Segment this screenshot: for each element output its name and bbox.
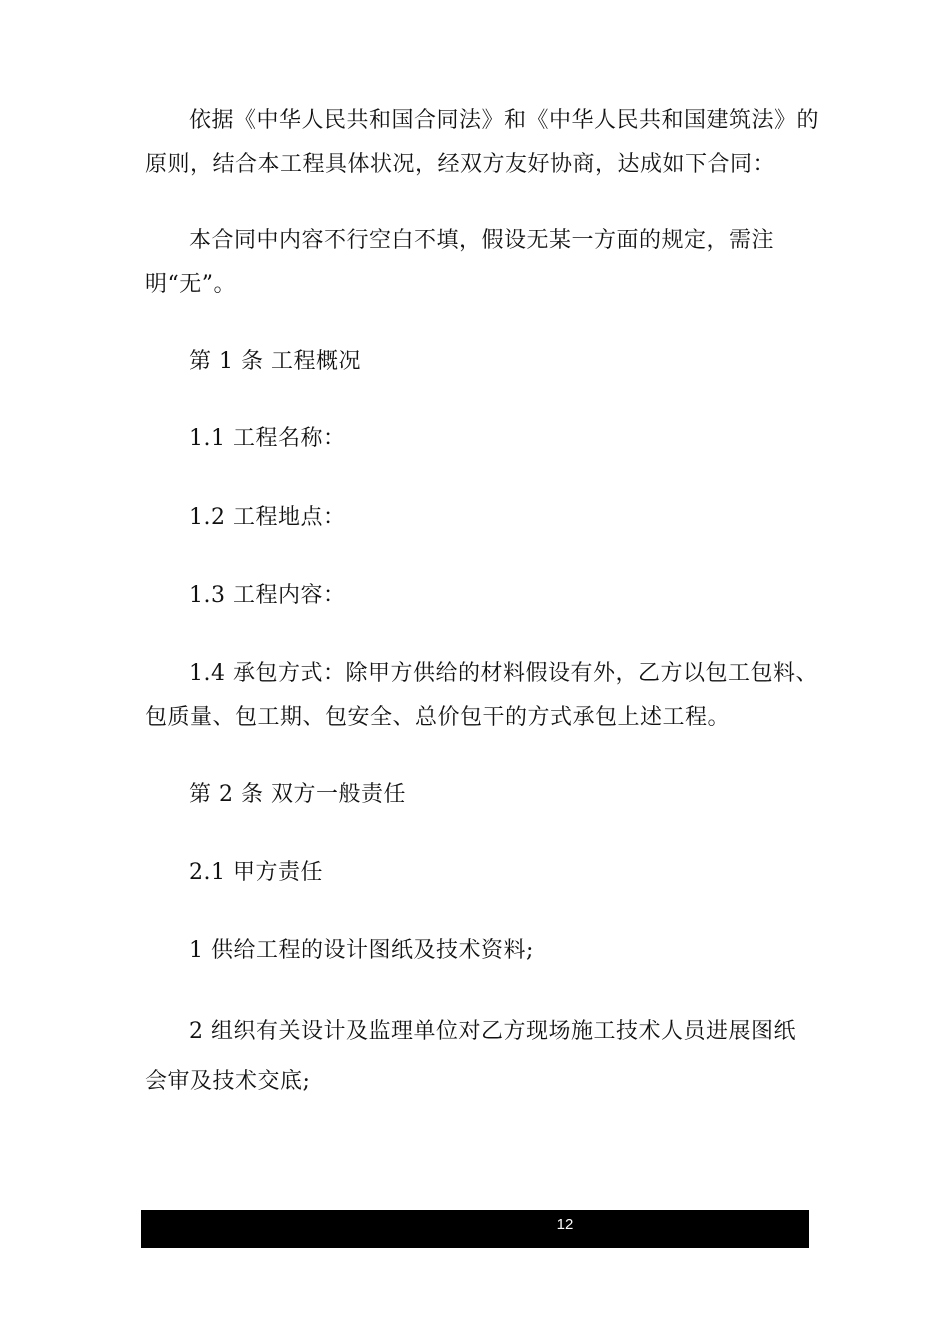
paragraph-line: 2 组织有关设计及监理单位对乙方现场施工技术人员进展图纸 [189,1019,796,1044]
section-heading: 第 1 条 工程概况 [189,349,361,374]
clause-item: 2.1 甲方责任 [189,860,323,885]
paragraph-line: 会审及技术交底; [145,1069,311,1094]
clause-item: 1.3 工程内容： [189,583,346,608]
paragraph-line: 原则，结合本工程具体状况，经双方友好协商，达成如下合同： [145,152,776,177]
paragraph-line: 本合同中内容不行空白不填，假设无某一方面的规定，需注 [189,228,775,253]
paragraph-line: 1.4 承包方式：除甲方供给的材料假设有外，乙方以包工包料、 [189,661,818,686]
paragraph-line: 依据《中华人民共和国合同法》和《中华人民共和国建筑法》的 [189,108,820,133]
list-item: 1 供给工程的设计图纸及技术资料; [189,938,534,963]
clause-item: 1.2 工程地点： [189,505,346,530]
paragraph-line: 包质量、包工期、包安全、总价包干的方式承包上述工程。 [145,705,731,730]
page-footer-bar [141,1210,809,1248]
page-number: 12 [556,1216,574,1233]
section-heading: 第 2 条 双方一般责任 [189,782,406,807]
clause-item: 1.1 工程名称： [189,426,346,451]
paragraph-line: 明“无”。 [145,272,236,297]
